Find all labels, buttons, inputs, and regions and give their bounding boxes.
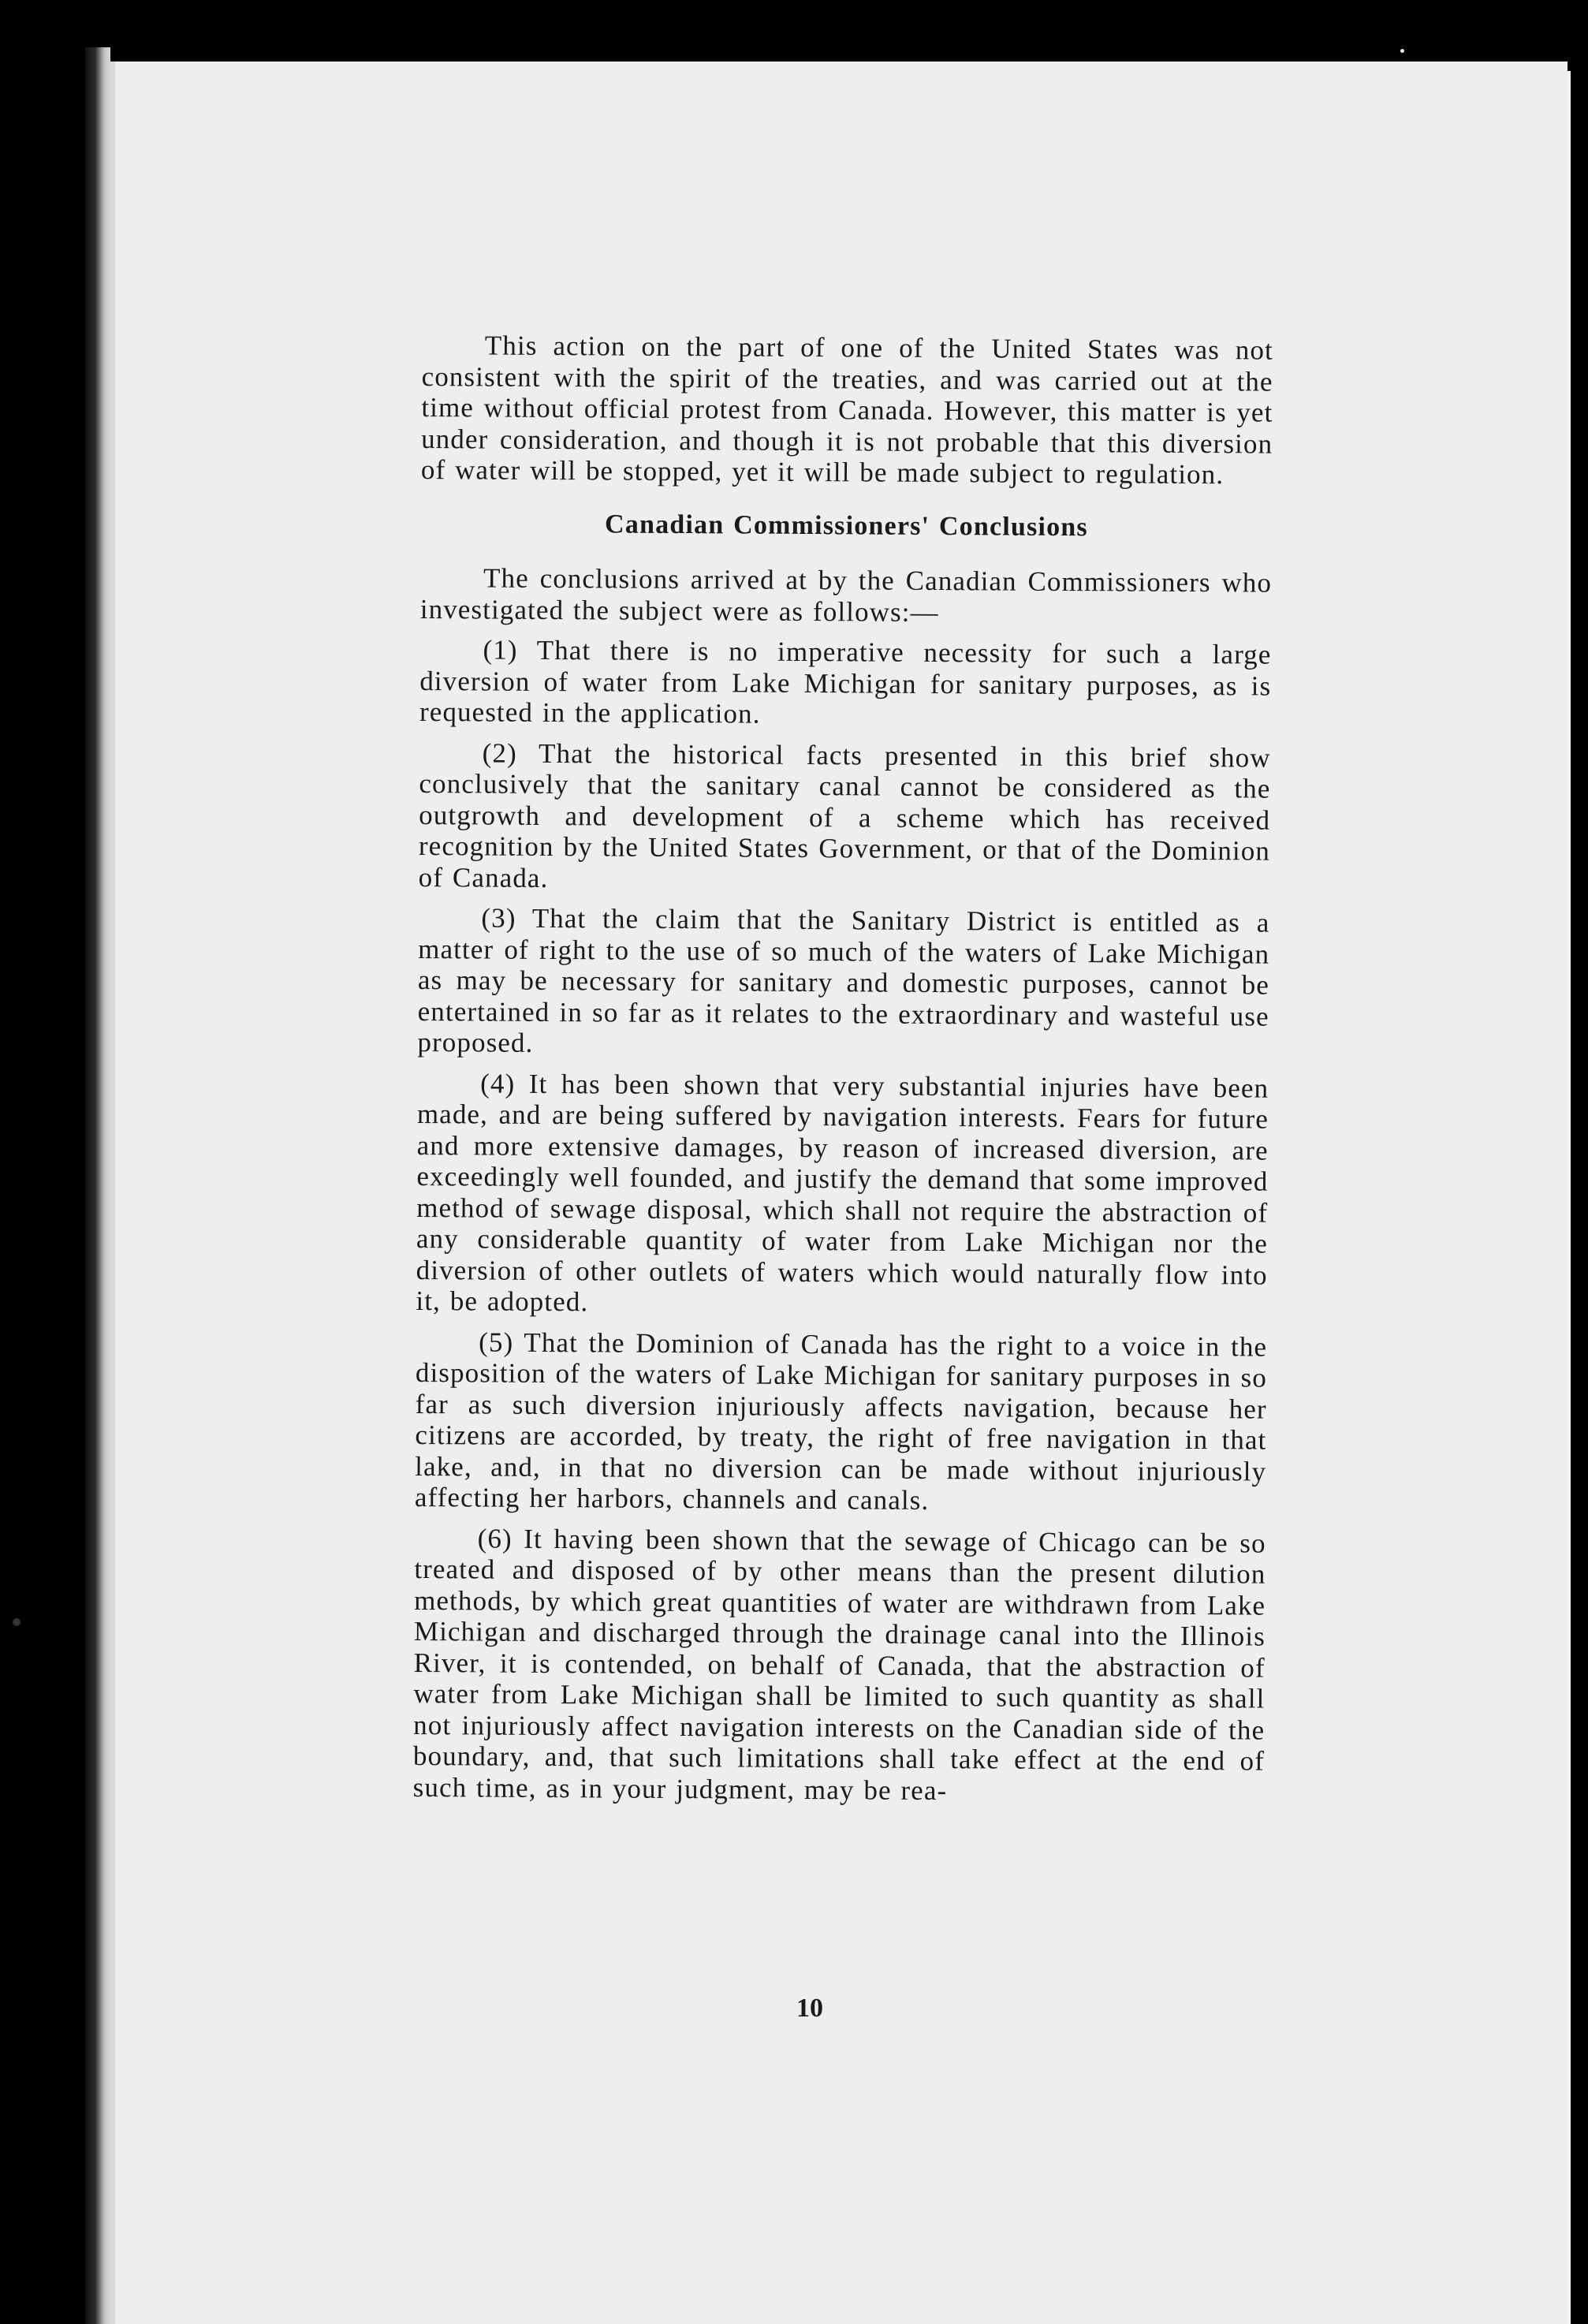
scan-speck — [1400, 49, 1404, 53]
page-number: 10 — [796, 1994, 823, 2023]
page-binding-edge — [85, 47, 110, 2324]
scan-speck — [13, 1618, 21, 1626]
conclusion-1: (1) That there is no imperative necessity for such a large diversion of water from Lake Michigan for sanitary purposes, as is requested in the application. — [419, 634, 1272, 729]
section-heading: Canadian Commissioners' Conclusions — [604, 509, 1088, 542]
conclusion-5: (5) That the Dominion of Canada has the right to a voice in the disposition of the waters of Lake Michigan for sanitary purposes in so far as such diversion injuriously affects navigation, because her citizens are accorded, by treaty, the right of free navigation in that lake, and, in that no diversion can be made without injuriously affecting her harbors, channels and canals. — [414, 1326, 1268, 1516]
conclusion-3: (3) That the claim that the Sanitary District is entitled as a matter of right to the use of so much of the waters of Lake Michigan as may be necessary for sanitary and domestic purposes, cannot be entertained in so far as it relates to the extraordinary and wasteful use proposed. — [417, 902, 1270, 1058]
conclusion-4: (4) It has been shown that very substantial injuries have been made, and are being suffered by navigation interests. Fears for future and more extensive damages, by reason of increased diversion, are exceedingly well founded, and justify the demand that some improved method of sewage disposal, which shall not require the abstraction of any considerable quantity of water from Lake Michigan nor the diversion of other outlets of waters which would naturally flow into it, be adopted. — [416, 1067, 1269, 1318]
conclusion-6: (6) It having been shown that the sewage of Chicago can be so treated and disposed of by other means than the present dilution methods, by which great quantities of water are withdrawn from Lake Michigan and discharged through the drainage canal into the Illinois River, it is contended, on behalf of Canada, that the abstraction of water from Lake Michigan shall be limited to such quantity as shall not injuriously affect navigation interests on the Canadian side of the boundary, and, that such limitations shall take effect at the end of such time, as in your judgment, may be rea- — [412, 1522, 1266, 1806]
lead-paragraph: The conclusions arrived at by the Canadian Commissioners who investigated the subject were as follows:— — [419, 562, 1273, 628]
intro-paragraph: This action on the part of one of the United States was not consistent with the spirit of the treaties, and was carried out at the time without official protest from Canada. However, this matter is yet under consideration, and though it is not probable that this diversion of water will be stopped, yet it will be made subject to regulation. — [420, 330, 1273, 491]
conclusion-2: (2) That the historical facts presented in this brief show conclusively that the sanitary canal cannot be considered as the outgrowth and development of a scheme which has received recognition by the United States Government, or that of the Dominion of Canada. — [418, 737, 1271, 893]
page-right-edge — [1567, 71, 1571, 2324]
body-text — [413, 330, 1273, 1808]
